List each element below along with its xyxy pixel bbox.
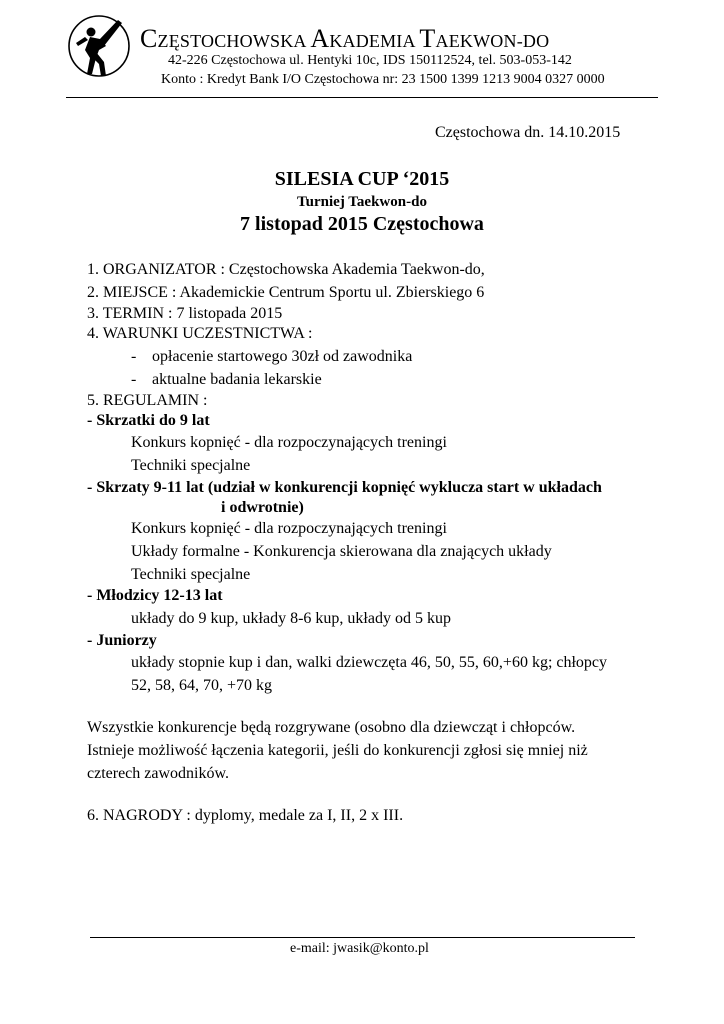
category-mlodzicy-heading: - Młodzicy 12-13 lat: [87, 587, 223, 604]
organization-name: CZĘSTOCHOWSKA AKADEMIA TAEKWON-DO: [140, 24, 550, 53]
organization-address: 42-226 Częstochowa ul. Hentyki 10c, IDS 150112524, tel. 503-053-142: [168, 53, 572, 68]
footer-email: e-mail: jwasik@konto.pl: [290, 941, 429, 956]
organization-bank-account: Konto : Kredyt Bank I/O Częstochowa nr: 23 1500 1399 1213 9004 0327 0000: [161, 72, 605, 87]
item-organizer: 1. ORGANIZATOR : Częstochowska Akademia Taekwon-do,: [87, 261, 485, 278]
category-juniorzy-heading: - Juniorzy: [87, 632, 157, 649]
taekwondo-kicker-logo: [66, 6, 132, 86]
note-line: Wszystkie konkurencje będą rozgrywane (osobno dla dziewcząt i chłopców.: [87, 719, 576, 736]
page-title: SILESIA CUP ‘2015: [274, 168, 450, 190]
document-date: Częstochowa dn. 14.10.2015: [435, 124, 621, 141]
category-skrzatki-heading: - Skrzatki do 9 lat: [87, 412, 210, 429]
category-skrzaty-line: Techniki specjalne: [131, 566, 251, 583]
category-skrzaty-heading: - Skrzaty 9-11 lat (udział w konkurencji kopnięć wyklucza start w układach: [87, 479, 602, 496]
condition-dash: -: [131, 371, 137, 388]
condition-fee: opłacenie startowego 30zł od zawodnika: [152, 348, 413, 365]
item-rules: 5. REGULAMIN :: [87, 392, 208, 409]
category-skrzatki-line: Techniki specjalne: [131, 457, 251, 474]
item-prizes: 6. NAGRODY : dyplomy, medale za I, II, 2 x III.: [87, 807, 404, 824]
category-mlodzicy-line: układy do 9 kup, układy 8-6 kup, układy od 5 kup: [131, 610, 451, 627]
category-skrzatki-line: Konkurs kopnięć - dla rozpoczynających treningi: [131, 434, 447, 451]
category-skrzaty-line: Konkurs kopnięć - dla rozpoczynających treningi: [131, 520, 447, 537]
header-divider: [66, 97, 658, 98]
condition-dash: -: [131, 348, 137, 365]
item-conditions: 4. WARUNKI UCZESTNICTWA :: [87, 325, 313, 342]
category-skrzaty-heading-cont: i odwrotnie): [221, 499, 304, 516]
category-juniorzy-line: układy stopnie kup i dan, walki dziewczęta 46, 50, 55, 60,+60 kg; chłopcy: [131, 654, 608, 671]
page-subtitle: Turniej Taekwon-do: [297, 194, 427, 210]
category-juniorzy-line: 52, 58, 64, 70, +70 kg: [131, 677, 273, 694]
item-term: 3. TERMIN : 7 listopada 2015: [87, 305, 283, 322]
category-skrzaty-line: Układy formalne - Konkurencja skierowana dla znających układy: [131, 543, 552, 560]
note-line: czterech zawodników.: [87, 765, 229, 782]
item-place: 2. MIEJSCE : Akademickie Centrum Sportu ul. Zbierskiego 6: [87, 284, 485, 301]
event-date-place: 7 listopad 2015 Częstochowa: [240, 213, 484, 235]
condition-medical: aktualne badania lekarskie: [152, 371, 322, 388]
note-line: Istnieje możliwość łączenia kategorii, jeśli do konkurencji zgłosi się mniej niż: [87, 742, 588, 759]
footer-divider: [90, 937, 635, 938]
